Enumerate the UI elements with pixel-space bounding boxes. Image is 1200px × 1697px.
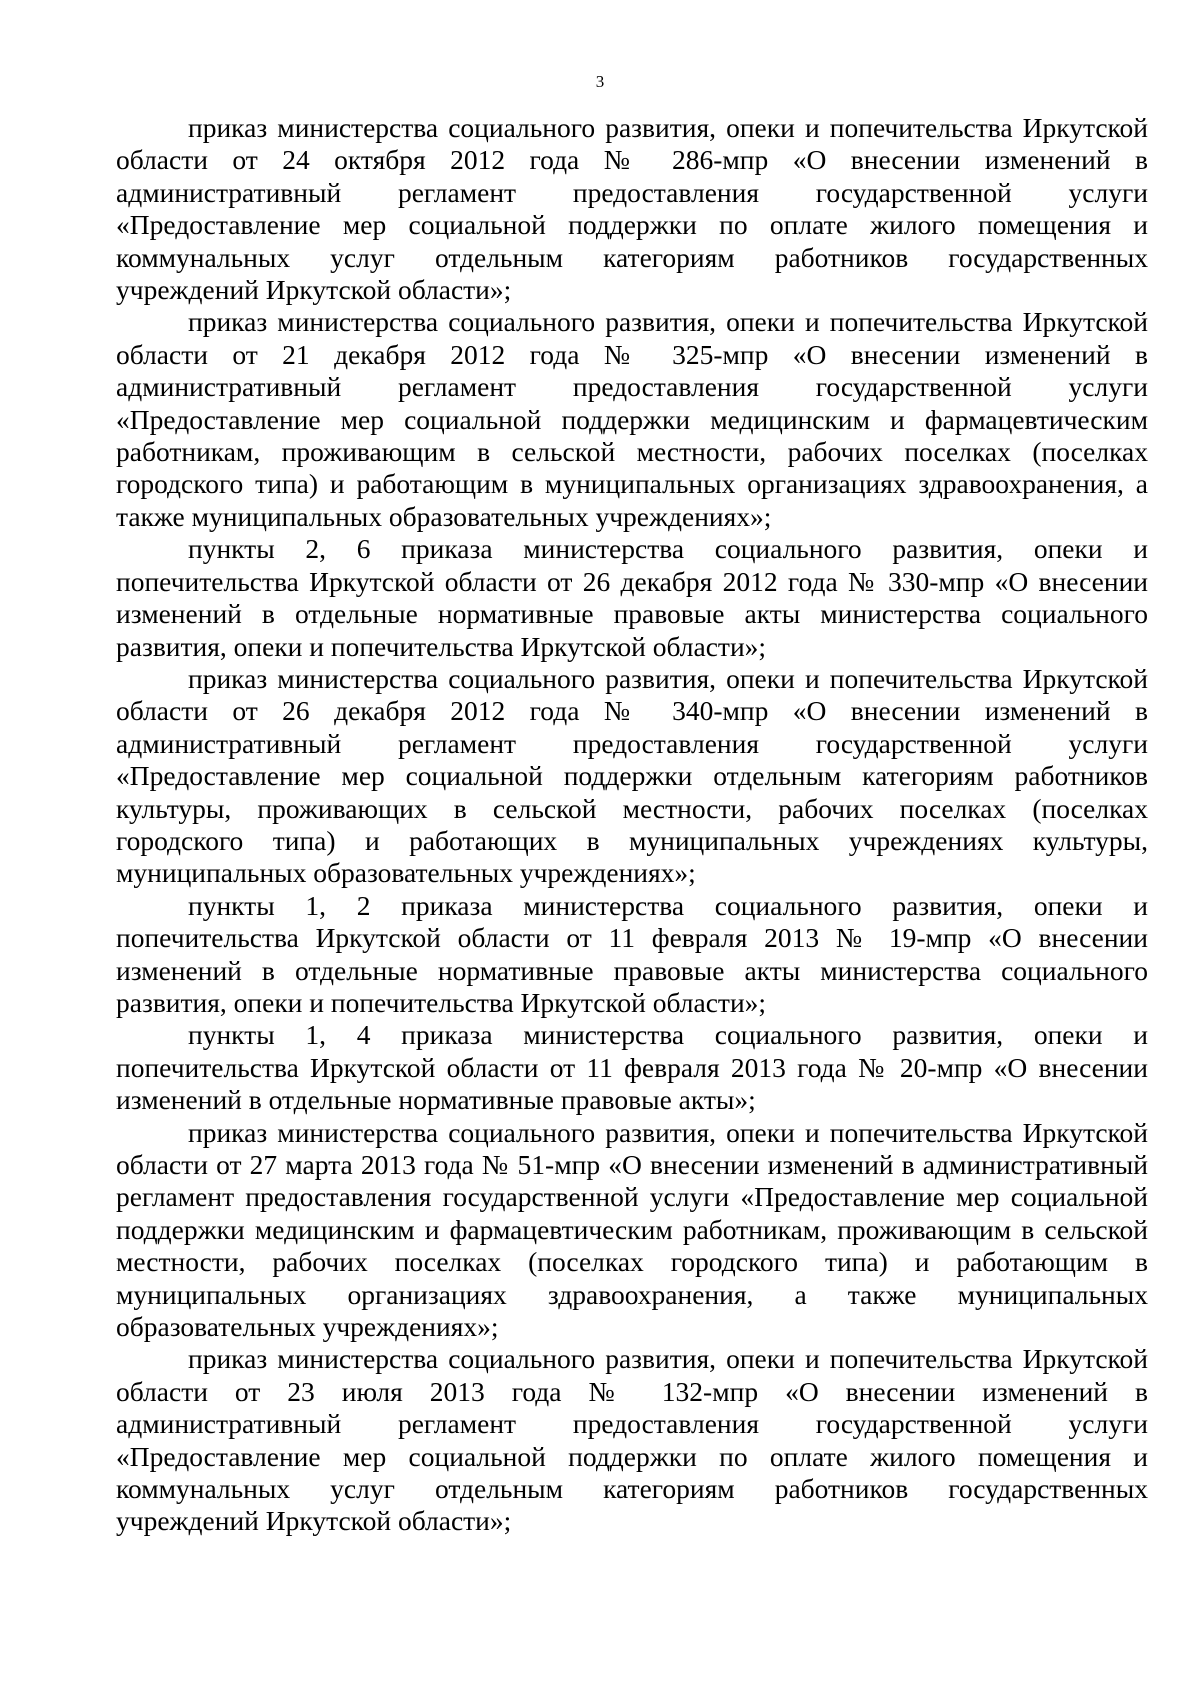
- paragraph-1: [116, 112, 1148, 306]
- text-line: учреждений Иркутской области»;: [116, 1505, 512, 1537]
- text-line: «Предоставление мер социальной поддержки медицинским и фармацевтическим: [116, 403, 1148, 435]
- text-line: области от 23 июля 2013 года № 132-мпр «О внесении изменений в: [116, 1375, 1148, 1407]
- text-line: работникам, проживающим в сельской местности, рабочих поселках (поселках: [116, 436, 1148, 468]
- text-line: поддержки медицинским и фармацевтическим работникам, проживающим в сельской: [116, 1213, 1148, 1245]
- text-line: изменений в отдельные нормативные правовые акты министерства социального: [116, 598, 1148, 630]
- document-body: [116, 112, 1148, 1538]
- text-line: культуры, проживающих в сельской местности, рабочих поселках (поселках: [116, 792, 1148, 824]
- text-line: административный регламент предоставления государственной услуги: [116, 727, 1148, 759]
- text-line: области от 26 декабря 2012 года № 340-мпр «О внесении изменений в: [116, 695, 1148, 727]
- text-line: муниципальных образовательных учреждениях»;: [116, 857, 696, 889]
- paragraph-8: [116, 1343, 1148, 1537]
- text-line: коммунальных услуг отдельным категориям работников государственных: [116, 241, 1148, 273]
- text-line: приказ министерства социального развития, опеки и попечительства Иркутской: [188, 306, 1148, 338]
- text-line: «Предоставление мер социальной поддержки по оплате жилого помещения и: [116, 1440, 1148, 1472]
- text-line: «Предоставление мер социальной поддержки отдельным категориям работников: [116, 760, 1148, 792]
- text-line: учреждений Иркутской области»;: [116, 274, 512, 306]
- paragraph-2: [116, 306, 1148, 533]
- text-line: изменений в отдельные нормативные правовые акты»;: [116, 1084, 756, 1116]
- paragraph-4: [116, 663, 1148, 890]
- text-line: изменений в отдельные нормативные правовые акты министерства социального: [116, 954, 1148, 986]
- text-line: образовательных учреждениях»;: [116, 1311, 499, 1343]
- text-line: приказ министерства социального развития, опеки и попечительства Иркутской: [188, 662, 1148, 694]
- text-line: местности, рабочих поселках (поселках городского типа) и работающим в: [116, 1246, 1148, 1278]
- paragraph-5: [116, 890, 1148, 1020]
- text-line: муниципальных организациях здравоохранения, а также муниципальных: [116, 1278, 1148, 1310]
- text-line: развития, опеки и попечительства Иркутской области»;: [116, 630, 767, 662]
- text-line: пункты 2, 6 приказа министерства социального развития, опеки и: [188, 533, 1148, 565]
- paragraph-3: [116, 533, 1148, 663]
- paragraph-7: [116, 1117, 1148, 1344]
- text-line: городского типа) и работающих в муниципальных учреждениях культуры,: [116, 824, 1148, 856]
- text-line: приказ министерства социального развития, опеки и попечительства Иркутской: [188, 112, 1148, 143]
- text-line: пункты 1, 2 приказа министерства социального развития, опеки и: [188, 889, 1148, 921]
- text-line: области от 21 декабря 2012 года № 325-мпр «О внесении изменений в: [116, 338, 1148, 370]
- text-line: попечительства Иркутской области от 26 декабря 2012 года № 330-мпр «О внесении: [116, 565, 1148, 597]
- text-line: приказ министерства социального развития, опеки и попечительства Иркутской: [188, 1343, 1148, 1375]
- text-line: попечительства Иркутской области от 11 февраля 2013 года № 20-мпр «О внесении: [116, 1051, 1148, 1083]
- text-line: развития, опеки и попечительства Иркутской области»;: [116, 986, 767, 1018]
- text-line: приказ министерства социального развития, опеки и попечительства Иркутской: [188, 1116, 1148, 1148]
- text-line: попечительства Иркутской области от 11 февраля 2013 № 19-мпр «О внесении: [116, 922, 1148, 954]
- text-line: коммунальных услуг отдельным категориям работников государственных: [116, 1473, 1148, 1505]
- text-line: регламент предоставления государственной услуги «Предоставление мер социальной: [116, 1181, 1148, 1213]
- text-line: также муниципальных образовательных учреждениях»;: [116, 500, 772, 532]
- text-line: «Предоставление мер социальной поддержки по оплате жилого помещения и: [116, 209, 1148, 241]
- text-line: административный регламент предоставления государственной услуги: [116, 371, 1148, 403]
- text-line: области от 24 октября 2012 года № 286-мпр «О внесении изменений в: [116, 144, 1148, 176]
- text-line: административный регламент предоставления государственной услуги: [116, 1408, 1148, 1440]
- text-line: пункты 1, 4 приказа министерства социального развития, опеки и: [188, 1019, 1148, 1051]
- page-number: 3: [595, 72, 605, 91]
- text-line: административный регламент предоставления государственной услуги: [116, 176, 1148, 208]
- text-line: области от 27 марта 2013 года № 51-мпр «О внесении изменений в административный: [116, 1149, 1148, 1180]
- paragraph-6: [116, 1019, 1148, 1116]
- text-line: городского типа) и работающим в муниципальных организациях здравоохранения, а: [116, 468, 1148, 500]
